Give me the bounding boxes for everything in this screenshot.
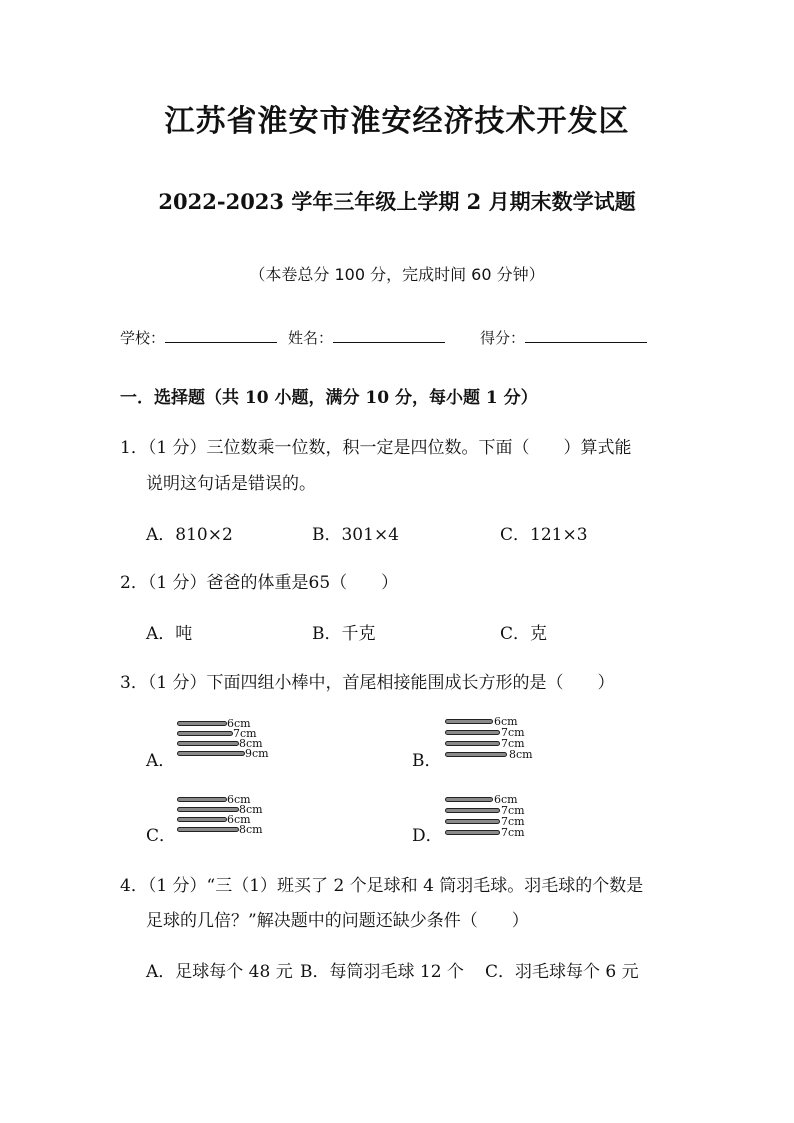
question-1-line1: 1．（1 分）三位数乘一位数，积一定是四位数。下面（ ）算式能 xyxy=(120,438,632,458)
stick-length: 7cm xyxy=(501,737,525,750)
stick-length: 7cm xyxy=(501,826,525,839)
stick-length: 7cm xyxy=(501,726,525,739)
q3-option-a-label: A． xyxy=(146,751,176,771)
stick xyxy=(177,721,227,726)
stick-length: 9cm xyxy=(245,747,269,760)
stick xyxy=(445,819,500,824)
score-label: 得分： xyxy=(480,329,526,347)
question-2-line1: 2．（1 分）爸爸的体重是65（ ） xyxy=(120,573,399,593)
name-field xyxy=(288,327,445,348)
question-4-line1: 4．（1 分）“三（1）班买了 2 个足球和 4 筒羽毛球。羽毛球的个数是 xyxy=(120,876,644,896)
q4-option-b: B．每筒羽毛球 12 个 xyxy=(300,962,464,982)
q1-option-b: B．301×4 xyxy=(312,525,400,545)
stick xyxy=(177,817,227,822)
school-label: 学校： xyxy=(120,329,166,347)
q2-option-c: C．克 xyxy=(500,624,548,644)
exam-note: （本卷总分 100 分，完成时间 60 分钟） xyxy=(249,265,545,284)
stick xyxy=(445,808,500,813)
stick xyxy=(177,751,245,756)
stick xyxy=(445,830,500,835)
stick xyxy=(177,741,239,746)
stick-length: 8cm xyxy=(239,803,263,816)
stick xyxy=(177,731,233,736)
q3-option-b-label: B． xyxy=(412,751,442,771)
q3-option-d-label: D． xyxy=(412,826,443,846)
stick xyxy=(445,730,500,735)
q1-option-a: A．810×2 xyxy=(146,525,233,545)
q4-option-c: C．羽毛球每个 6 元 xyxy=(485,962,639,982)
question-3-line1: 3．（1 分）下面四组小棒中，首尾相接能围成长方形的是（ ） xyxy=(120,673,615,693)
stick-length: 6cm xyxy=(227,813,251,826)
stick-length: 8cm xyxy=(239,823,263,836)
question-1-line2: 说明这句话是错误的。 xyxy=(146,474,316,494)
score-field xyxy=(480,327,647,348)
stick xyxy=(445,797,493,802)
question-4-line2: 足球的几倍？”解决题中的问题还缺少条件（ ） xyxy=(146,911,529,931)
stick xyxy=(177,827,239,832)
q2-option-b: B．千克 xyxy=(312,624,376,644)
stick-length: 6cm xyxy=(227,717,251,730)
school-field xyxy=(120,327,277,348)
page-title: 江苏省淮安市淮安经济技术开发区 xyxy=(164,104,630,139)
stick-length: 6cm xyxy=(494,715,518,728)
q4-option-a: A．足球每个 48 元 xyxy=(146,962,293,982)
q3-option-c-label: C． xyxy=(146,826,177,846)
stick xyxy=(445,741,500,746)
school-blank xyxy=(165,328,277,343)
stick-length: 8cm xyxy=(509,748,533,761)
stick-length: 6cm xyxy=(494,793,518,806)
stick xyxy=(445,752,507,757)
exam-subtitle: 2022-2023 学年三年级上学期 2 月期末数学试题 xyxy=(158,189,636,214)
stick xyxy=(445,719,493,724)
stick xyxy=(177,807,239,812)
stick-length: 8cm xyxy=(239,737,263,750)
score-blank xyxy=(525,328,647,343)
stick-length: 7cm xyxy=(501,804,525,817)
name-label: 姓名： xyxy=(288,329,334,347)
section-title: 一．选择题（共 10 小题，满分 10 分，每小题 1 分） xyxy=(120,388,538,408)
stick-length: 6cm xyxy=(227,793,251,806)
q1-option-c: C．121×3 xyxy=(500,525,588,545)
stick xyxy=(177,797,227,802)
name-blank xyxy=(333,328,445,343)
stick-length: 7cm xyxy=(233,727,257,740)
q2-option-a: A．吨 xyxy=(146,624,193,644)
stick-length: 7cm xyxy=(501,815,525,828)
